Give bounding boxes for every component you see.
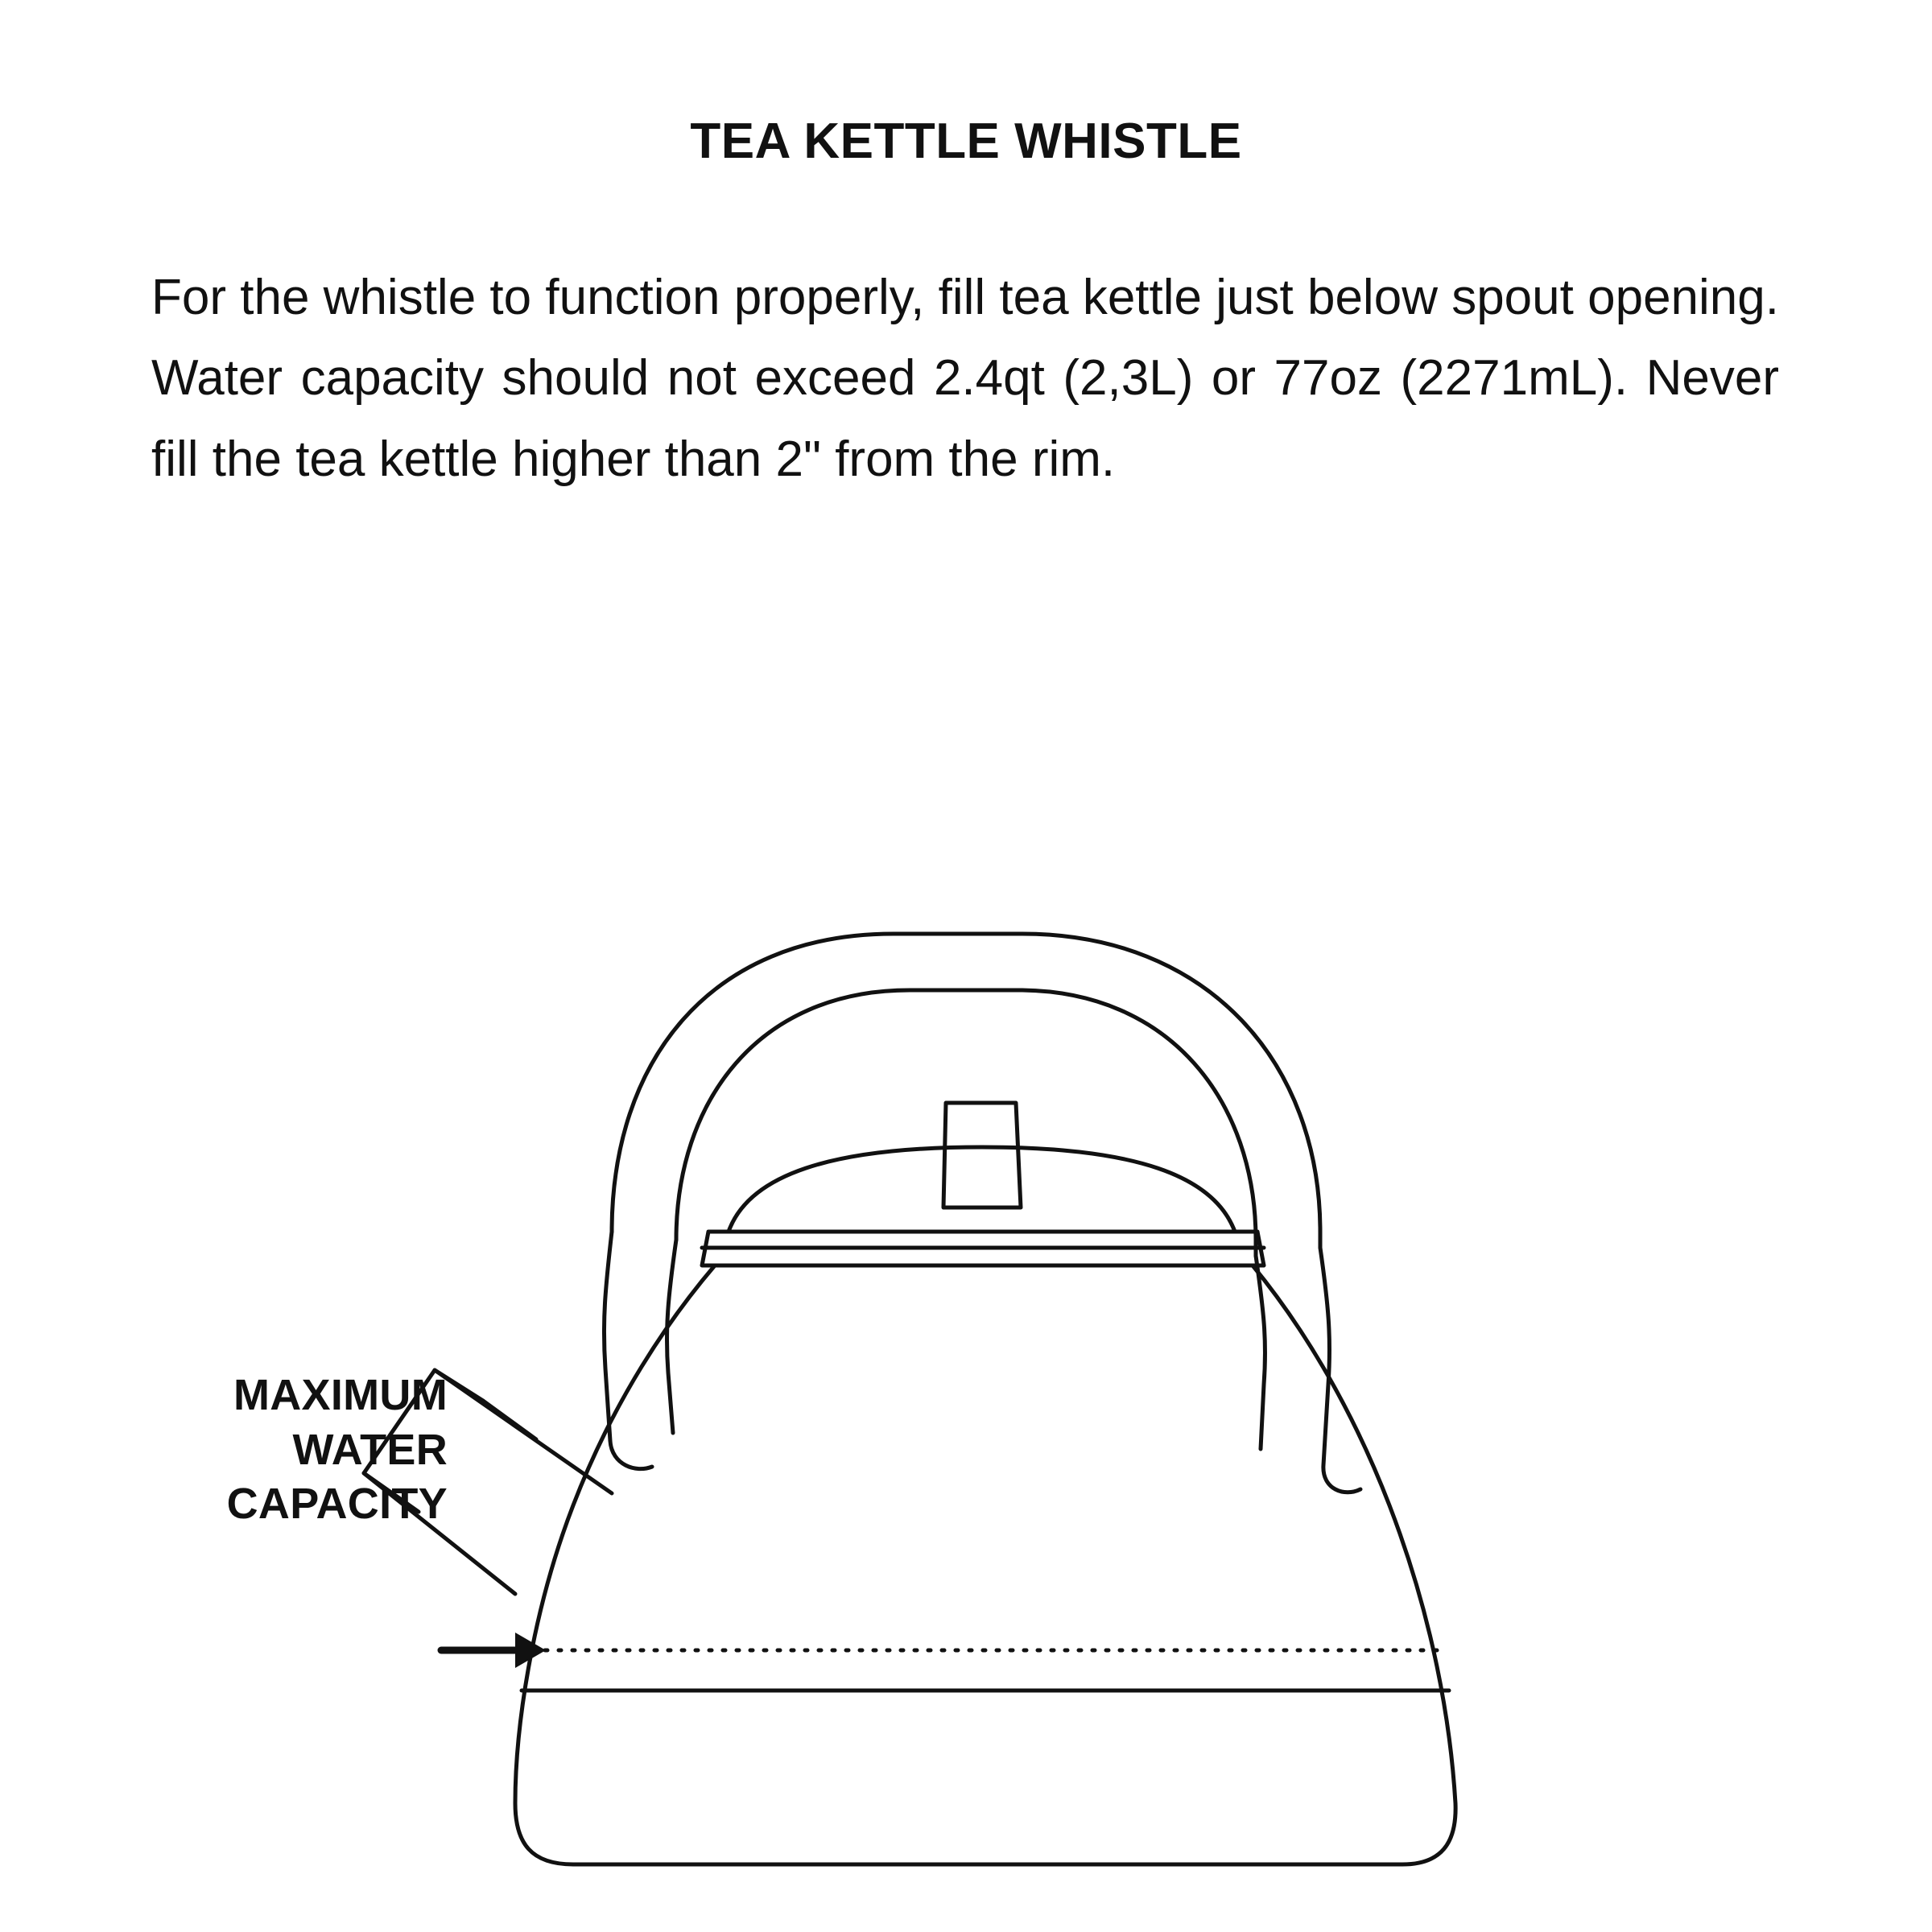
kettle-body xyxy=(515,1265,1455,1864)
callout-line-2: WATER xyxy=(292,1425,448,1474)
callout-line-3: CAPACITY xyxy=(226,1480,448,1528)
max-water-capacity-label xyxy=(158,1368,448,1532)
page-title: TEA KETTLE WHISTLE xyxy=(690,114,1242,169)
kettle-handle-leg-left xyxy=(604,1232,652,1469)
kettle-lid-dome xyxy=(729,1147,1235,1232)
kettle-lid-knob xyxy=(943,1103,1021,1208)
callout-line-1: MAXIMUM xyxy=(233,1371,448,1419)
kettle-diagram xyxy=(0,612,1932,1916)
instructions-paragraph: For the whistle to function properly, fill tea kettle just below spout opening. Water capacity should not exceed 2.4qt (2,3L) or 77oz (2271mL). Never fill the tea kettle higher than 2" from the rim. xyxy=(151,270,1779,487)
kettle-handle-inner xyxy=(676,990,1256,1256)
